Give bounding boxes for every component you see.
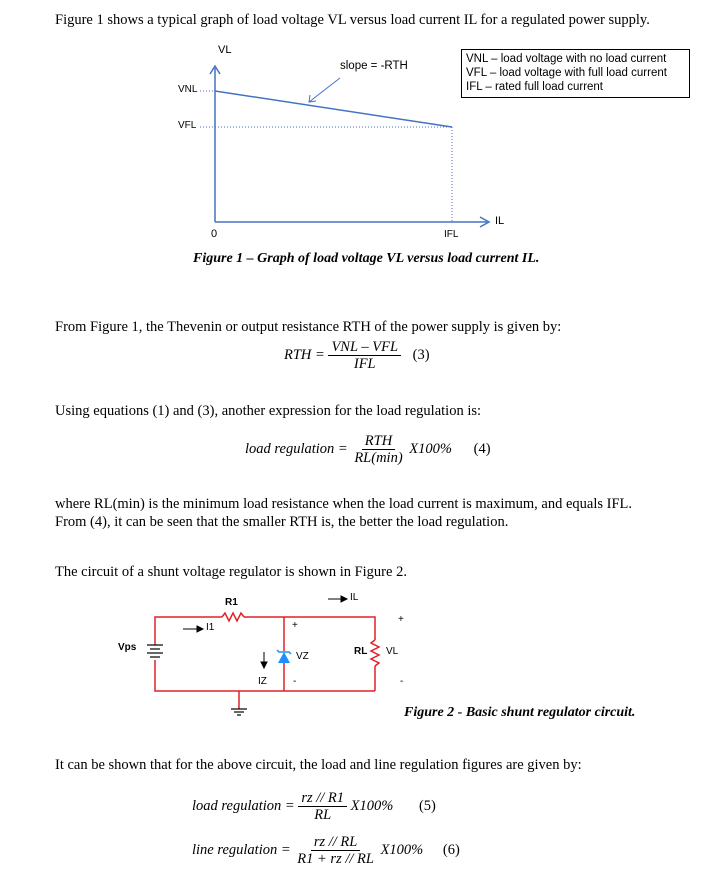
eq6-denominator: R1 + rz // RL: [297, 851, 374, 867]
regulation-paragraph: It can be shown that for the above circuit, the load and line regulation figures are given by:: [55, 757, 582, 773]
vfl-label: VFL: [178, 120, 197, 131]
equation-5: [192, 790, 436, 823]
eq6-numerator: rz // RL: [311, 834, 361, 851]
il-label: IL: [350, 592, 359, 603]
eq4-numerator: RTH: [362, 433, 395, 450]
figure2-caption: Figure 2 - Basic shunt regulator circuit.: [404, 705, 636, 720]
eq3-numerator: VNL – VFL: [328, 339, 401, 356]
eq3-denominator: IFL: [353, 356, 376, 372]
eq5-denominator: RL: [314, 807, 332, 823]
intro-text: Figure 1 shows a typical graph of load voltage VL versus load current IL for a regulated power supply.: [55, 12, 650, 28]
y-axis-label: VL: [218, 44, 232, 56]
origin-label: 0: [211, 228, 218, 240]
circuit-paragraph: The circuit of a shunt voltage regulator is shown in Figure 2.: [55, 564, 407, 580]
rl-label: RL: [354, 646, 368, 657]
i1-label: I1: [206, 622, 215, 633]
ifl-label: IFL: [444, 229, 459, 240]
iz-label: IZ: [258, 676, 267, 687]
eq5-fraction: [298, 790, 347, 823]
vz-minus: -: [293, 676, 297, 687]
il-arrow-icon: [341, 596, 347, 602]
vl-minus: -: [400, 676, 404, 687]
eq5-tail: X100%: [350, 797, 394, 814]
eq3-number: (3): [412, 346, 430, 363]
vz-label: VZ: [296, 651, 309, 662]
figure1-caption: Figure 1 – Graph of load voltage VL versus load current IL.: [193, 251, 540, 266]
legend-vfl: VFL – load voltage with full load current: [466, 67, 667, 79]
where-line-1: where RL(min) is the minimum load resistance when the load current is maximum, and equals IFL.: [55, 496, 633, 512]
eq4-denominator: RL(min): [354, 450, 403, 466]
eq6-number: (6): [442, 841, 460, 858]
equation-6: [192, 834, 460, 867]
eq6-lhs: line regulation =: [192, 841, 291, 858]
eq4-number: (4): [473, 440, 491, 457]
r1-resistor: [222, 613, 244, 621]
x-axis-label: IL: [495, 215, 505, 227]
vl-label: VL: [386, 646, 399, 657]
eq5-number: (5): [418, 797, 436, 814]
equations-paragraph: Using equations (1) and (3), another expression for the load regulation is:: [55, 403, 482, 419]
vps-label: Vps: [118, 642, 137, 653]
eq5-numerator: rz // R1: [298, 790, 347, 807]
top-wire-right: [244, 617, 375, 640]
vl-plus: +: [398, 614, 404, 625]
vnl-label: VNL: [178, 84, 198, 95]
eq5-lhs: load regulation =: [192, 797, 295, 814]
thevenin-paragraph: From Figure 1, the Thevenin or output resistance RTH of the power supply is given by:: [55, 319, 562, 335]
slope-label: slope = -RTH: [340, 60, 408, 72]
eq6-tail: X100%: [380, 841, 424, 858]
zener-diode-icon: [278, 652, 290, 663]
rl-resistor: [371, 640, 379, 666]
r1-label: R1: [225, 597, 238, 608]
where-line-2: From (4), it can be seen that the smaller RTH is, the better the load regulation.: [55, 514, 509, 530]
iz-arrow-icon: [261, 662, 267, 668]
i1-arrow-icon: [197, 626, 203, 632]
eq4-tail: X100%: [409, 440, 452, 457]
vz-plus: +: [292, 620, 298, 631]
eq6-fraction: [294, 834, 377, 867]
eq4-lhs: load regulation =: [245, 440, 348, 457]
legend-ifl: IFL – rated full load current: [466, 81, 604, 93]
legend-vnl: VNL – load voltage with no load current: [466, 53, 667, 65]
eq3-lhs: RTH =: [284, 346, 325, 363]
